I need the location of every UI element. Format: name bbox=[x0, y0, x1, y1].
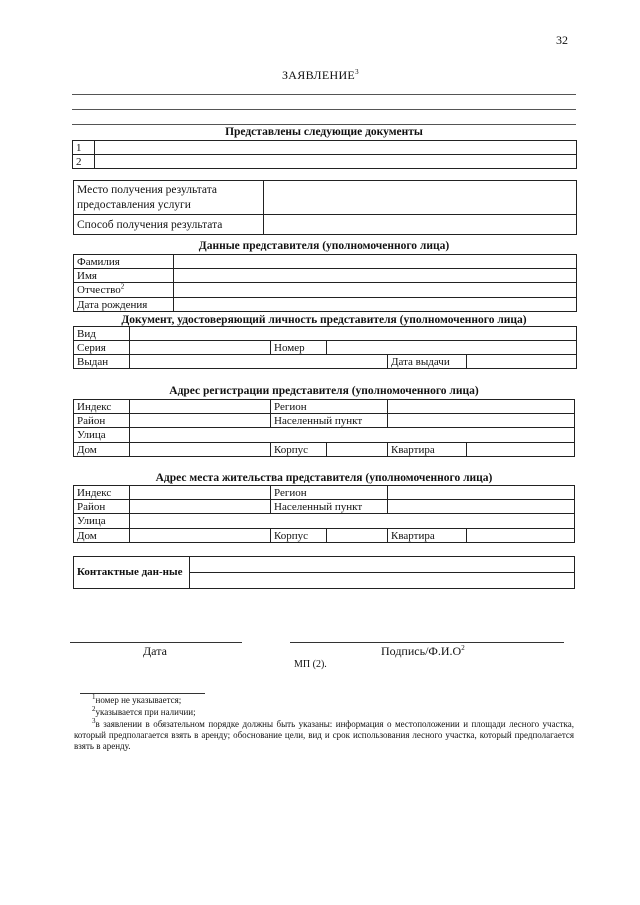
number-label: Номер bbox=[271, 341, 327, 355]
number-input[interactable] bbox=[327, 341, 577, 355]
representative-heading: Данные представителя (уполномоченного лица) bbox=[198, 240, 450, 252]
table-row bbox=[74, 327, 577, 341]
documents-heading: Представлены следующие документы bbox=[225, 126, 423, 138]
id-document-heading: Документ, удостоверяющий личность представителя (уполномоченного лица) bbox=[121, 314, 527, 326]
street-input[interactable] bbox=[130, 514, 575, 529]
street-input[interactable] bbox=[130, 428, 575, 443]
table-row bbox=[74, 428, 575, 443]
district-label: Район bbox=[74, 500, 130, 514]
locality-label: Населенный пункт bbox=[271, 500, 388, 514]
documents-table bbox=[72, 140, 577, 169]
issued-input[interactable] bbox=[130, 355, 388, 369]
table-row bbox=[74, 355, 577, 369]
locality-input[interactable] bbox=[388, 500, 575, 514]
doc-type-input[interactable] bbox=[130, 327, 577, 341]
document-input[interactable] bbox=[95, 155, 577, 169]
district-input[interactable] bbox=[130, 500, 271, 514]
registration-address-table bbox=[73, 399, 575, 457]
table-row bbox=[74, 215, 577, 235]
stamp-label: МП (2). bbox=[294, 659, 327, 670]
table-row bbox=[74, 341, 577, 355]
blank-line bbox=[72, 94, 576, 95]
footnote-text: указывается при наличии; bbox=[95, 707, 196, 717]
series-input[interactable] bbox=[130, 341, 271, 355]
signature-footnote-mark: 2 bbox=[461, 644, 465, 652]
date-line bbox=[70, 642, 242, 643]
footnote-mark: 2 bbox=[92, 705, 96, 713]
district-label: Район bbox=[74, 414, 130, 428]
blank-line bbox=[72, 124, 576, 125]
index-input[interactable] bbox=[130, 400, 271, 414]
issue-date-label: Дата выдачи bbox=[388, 355, 467, 369]
result-method-label: Способ получения результата bbox=[74, 215, 264, 235]
blank-line bbox=[72, 109, 576, 110]
table-row bbox=[73, 141, 577, 155]
issue-date-input[interactable] bbox=[467, 355, 577, 369]
result-place-input[interactable] bbox=[264, 181, 577, 215]
table-row bbox=[74, 529, 575, 543]
building-input[interactable] bbox=[327, 443, 388, 457]
street-label: Улица bbox=[74, 514, 130, 529]
row-number: 1 bbox=[73, 141, 95, 155]
residence-address-heading: Адрес места жительства представителя (уполномоченного лица) bbox=[155, 472, 493, 484]
table-row bbox=[74, 500, 575, 514]
document-title bbox=[282, 68, 359, 83]
row-number: 2 bbox=[73, 155, 95, 169]
house-label: Дом bbox=[74, 529, 130, 543]
contacts-table bbox=[73, 556, 575, 589]
apartment-input[interactable] bbox=[467, 443, 575, 457]
title-text: ЗАЯВЛЕНИЕ bbox=[282, 68, 356, 82]
document-input[interactable] bbox=[95, 141, 577, 155]
apartment-label: Квартира bbox=[388, 443, 467, 457]
signature-text: Подпись/Ф.И.О bbox=[381, 644, 462, 658]
birth-date-label: Дата рождения bbox=[74, 298, 174, 312]
contacts-input[interactable] bbox=[190, 557, 575, 573]
footnote-mark: 3 bbox=[92, 717, 96, 725]
region-label: Регион bbox=[271, 486, 388, 500]
region-input[interactable] bbox=[388, 486, 575, 500]
name-label: Имя bbox=[74, 269, 174, 283]
building-label: Корпус bbox=[271, 443, 327, 457]
house-input[interactable] bbox=[130, 443, 271, 457]
doc-type-label: Вид bbox=[74, 327, 130, 341]
result-table bbox=[73, 180, 577, 235]
contacts-input[interactable] bbox=[190, 573, 575, 589]
signature-label bbox=[381, 644, 465, 659]
birth-date-input[interactable] bbox=[174, 298, 577, 312]
footnote-separator bbox=[80, 693, 205, 694]
table-row bbox=[74, 400, 575, 414]
registration-address-heading: Адрес регистрации представителя (уполномоченного лица) bbox=[169, 385, 479, 397]
patronymic-label bbox=[74, 283, 174, 298]
index-input[interactable] bbox=[130, 486, 271, 500]
footnote-text: номер не указывается; bbox=[95, 695, 182, 705]
footnote-text: в заявлении в обязательном порядке должны быть указаны: информация о местоположении и площади лесного участка, который предполагается взять в аренду; обоснование цели, вид и срок использования лесного участка, который предполагается взять в аренду. bbox=[74, 719, 574, 751]
result-place-label: Место получения результата предоставления услуги bbox=[74, 181, 264, 215]
name-input[interactable] bbox=[174, 269, 577, 283]
footnote-1 bbox=[92, 695, 181, 706]
table-row bbox=[74, 298, 577, 312]
table-row bbox=[74, 269, 577, 283]
table-row bbox=[74, 255, 577, 269]
table-row bbox=[73, 155, 577, 169]
apartment-input[interactable] bbox=[467, 529, 575, 543]
table-row bbox=[74, 414, 575, 428]
signature-line bbox=[290, 642, 564, 643]
locality-input[interactable] bbox=[388, 414, 575, 428]
street-label: Улица bbox=[74, 428, 130, 443]
house-input[interactable] bbox=[130, 529, 271, 543]
patronymic-footnote-mark: 2 bbox=[120, 282, 125, 291]
id-document-table bbox=[73, 326, 577, 369]
residence-address-table bbox=[73, 485, 575, 543]
table-row bbox=[74, 557, 575, 573]
footnote-3 bbox=[74, 719, 574, 752]
index-label: Индекс bbox=[74, 400, 130, 414]
footnote-mark: 1 bbox=[92, 693, 96, 701]
table-row bbox=[74, 514, 575, 529]
table-row bbox=[74, 486, 575, 500]
locality-label: Населенный пункт bbox=[271, 414, 388, 428]
region-label: Регион bbox=[271, 400, 388, 414]
page-number: 32 bbox=[556, 33, 568, 47]
house-label: Дом bbox=[74, 443, 130, 457]
table-row bbox=[74, 283, 577, 298]
index-label: Индекс bbox=[74, 486, 130, 500]
result-method-input[interactable] bbox=[264, 215, 577, 235]
building-input[interactable] bbox=[327, 529, 388, 543]
patronymic-text: Отчество bbox=[77, 284, 121, 296]
apartment-label: Квартира bbox=[388, 529, 467, 543]
district-input[interactable] bbox=[130, 414, 271, 428]
representative-table bbox=[73, 254, 577, 312]
title-footnote-mark: 3 bbox=[355, 68, 359, 76]
series-label: Серия bbox=[74, 341, 130, 355]
table-row bbox=[74, 181, 577, 215]
date-label: Дата bbox=[143, 644, 167, 658]
contacts-label: Контактные дан-ные bbox=[74, 557, 190, 589]
table-row bbox=[74, 443, 575, 457]
region-input[interactable] bbox=[388, 400, 575, 414]
issued-label: Выдан bbox=[74, 355, 130, 369]
surname-input[interactable] bbox=[174, 255, 577, 269]
surname-label: Фамилия bbox=[74, 255, 174, 269]
patronymic-input[interactable] bbox=[174, 283, 577, 298]
building-label: Корпус bbox=[271, 529, 327, 543]
footnote-2 bbox=[92, 707, 196, 718]
